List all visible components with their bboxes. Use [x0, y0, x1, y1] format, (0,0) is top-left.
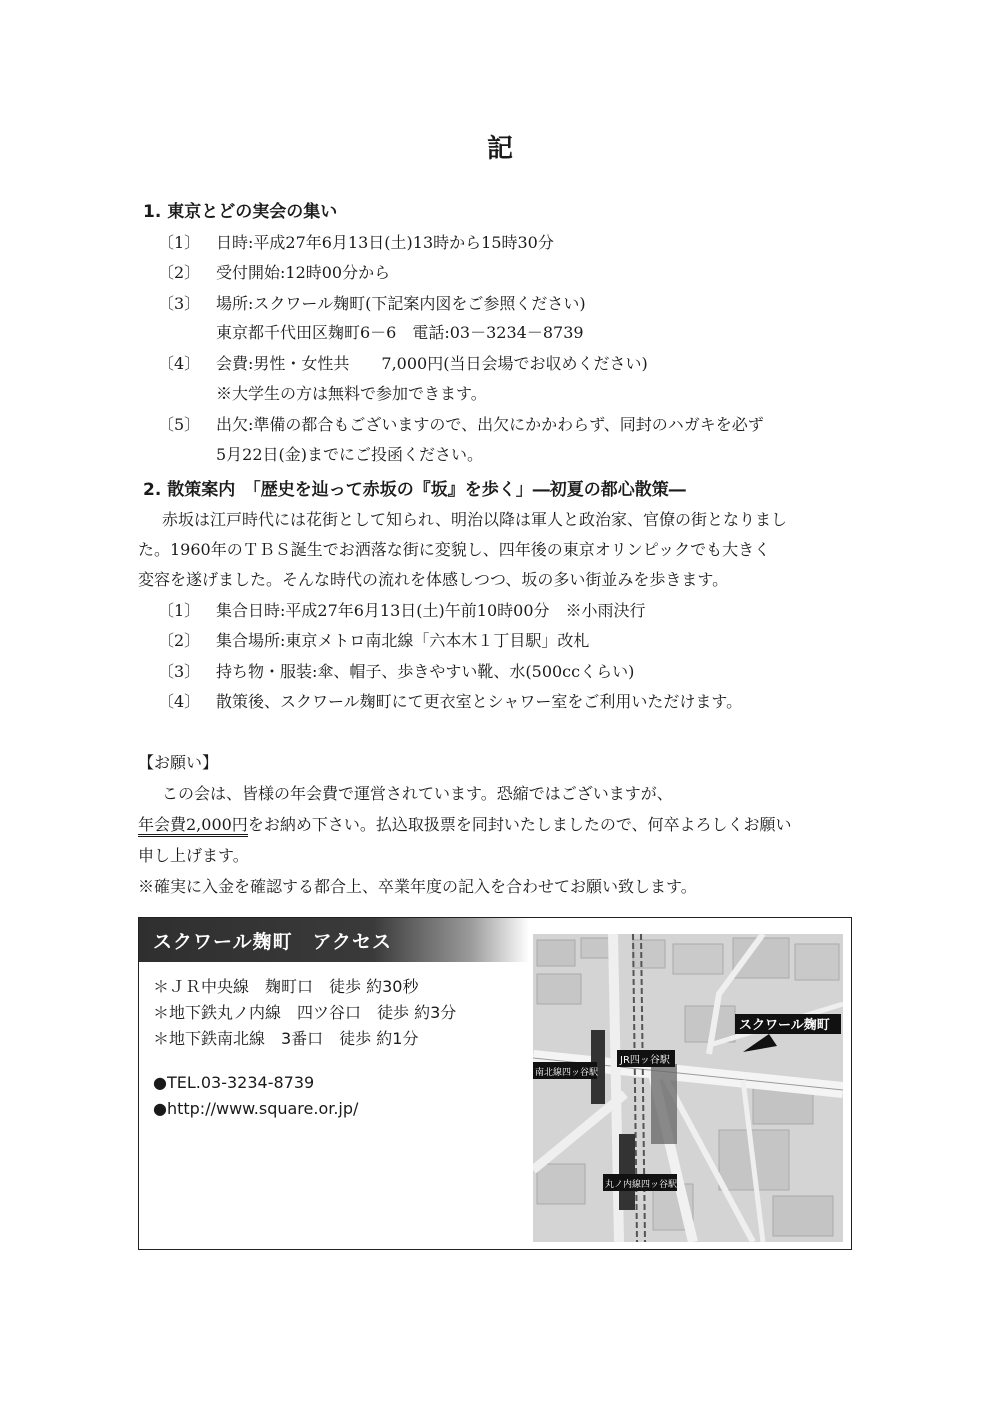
request-note: ※確実に入金を確認する都合上、卒業年度の記入を合わせてお願い致します。: [138, 877, 697, 896]
item-text: 出欠:準備の都合もございますので、出欠にかかわらず、同封のハガキを必ず: [216, 415, 764, 434]
access-route-marunouchi: ＊地下鉄丸ノ内線 四ツ谷口 徒歩 約3分: [153, 1003, 457, 1022]
item-number: 〔3〕: [158, 662, 201, 681]
item-text: 散策後、スクワール麹町にて更衣室とシャワー室をご利用いただけます。: [216, 692, 743, 711]
access-header: スクワール麹町 アクセス: [153, 931, 393, 953]
access-map: [533, 934, 843, 1242]
s2-item-4: [158, 689, 742, 712]
request-line-1: この会は、皆様の年会費で運営されています。恐縮ではございますが、: [162, 784, 673, 803]
item-number: 〔2〕: [158, 631, 201, 650]
item-number: 〔5〕: [158, 415, 201, 434]
s1-item-1: [158, 230, 554, 253]
item-text: 持ち物・服装:傘、帽子、歩きやすい靴、水(500ccくらい): [216, 662, 635, 681]
section-2-heading: 2. 散策案内 「歴史を辿って赤坂の『坂』を歩く」―初夏の都心散策―: [143, 480, 686, 500]
item-text: 集合場所:東京メトロ南北線「六本木１丁目駅」改札: [216, 631, 590, 650]
section-1-heading: 1. 東京とどの実会の集い: [143, 202, 338, 222]
s1-item-3: [158, 291, 586, 314]
item-number: 〔4〕: [158, 354, 201, 373]
access-route-namboku: ＊地下鉄南北線 3番口 徒歩 約1分: [153, 1029, 419, 1048]
item-number: 〔1〕: [158, 233, 201, 252]
map-label-namboku-station: 南北線四ッ谷駅: [535, 1068, 599, 1078]
s2-paragraph-line-2: た。1960年のＴＢＳ誕生でお洒落な街に変貌し、四年後の東京オリンピックでも大きく: [138, 540, 771, 559]
page-title: 記: [486, 134, 513, 164]
s1-item-5: [158, 412, 764, 435]
access-route-jr: ＊ＪＲ中央線 麹町口 徒歩 約30秒: [153, 977, 419, 996]
item-text: 日時:平成27年6月13日(土)13時から15時30分: [216, 233, 554, 252]
s2-paragraph-line-1: 赤坂は江戸時代には花街として知られ、明治以降は軍人と政治家、官僚の街となりまし: [162, 510, 787, 529]
s2-paragraph-line-3: 変容を遂げました。そんな時代の流れを体感しつつ、坂の多い街並みを歩きます。: [138, 570, 729, 589]
s1-item-4-note: ※大学生の方は無料で参加できます。: [216, 384, 487, 403]
s1-item-4: [158, 351, 648, 374]
item-number: 〔3〕: [158, 294, 201, 313]
s2-item-1: [158, 598, 646, 621]
access-url-link[interactable]: ●http://www.square.or.jp/: [153, 1099, 359, 1118]
map-label-jr-station: JR四ッ谷駅: [620, 1055, 670, 1066]
item-number: 〔2〕: [158, 263, 201, 282]
s2-item-3: [158, 659, 634, 682]
item-number: 〔1〕: [158, 601, 201, 620]
annual-fee-underlined: 年会費2,000円: [138, 815, 248, 837]
item-text: 会費:男性・女性共 7,000円(当日会場でお収めください): [216, 354, 648, 373]
s1-item-2: [158, 260, 390, 283]
access-box: [138, 917, 852, 1250]
s2-item-2: [158, 628, 589, 651]
s1-item-5-deadline: 5月22日(金)までにご投函ください。: [216, 445, 484, 464]
request-line-3: 申し上げます。: [138, 846, 249, 865]
s1-item-3-address: 東京都千代田区麹町6－6 電話:03－3234－8739: [216, 323, 584, 342]
map-label-marunouchi-station: 丸ノ内線四ッ谷駅: [605, 1180, 678, 1190]
item-text: 場所:スクワール麹町(下記案内図をご参照ください): [216, 294, 586, 313]
request-heading: 【お願い】: [138, 753, 219, 772]
access-header-bar: [139, 918, 529, 962]
request-line-2: [138, 812, 792, 835]
request-line-2-rest: をお納め下さい。払込取扱票を同封いたしましたので、何卒よろしくお願い: [247, 815, 792, 834]
map-label-venue: スクワール麹町: [739, 1018, 830, 1033]
item-text: 受付開始:12時00分から: [216, 263, 391, 282]
item-text: 集合日時:平成27年6月13日(土)午前10時00分 ※小雨決行: [216, 601, 646, 620]
access-tel: ●TEL.03-3234-8739: [153, 1073, 315, 1092]
item-number: 〔4〕: [158, 692, 201, 711]
